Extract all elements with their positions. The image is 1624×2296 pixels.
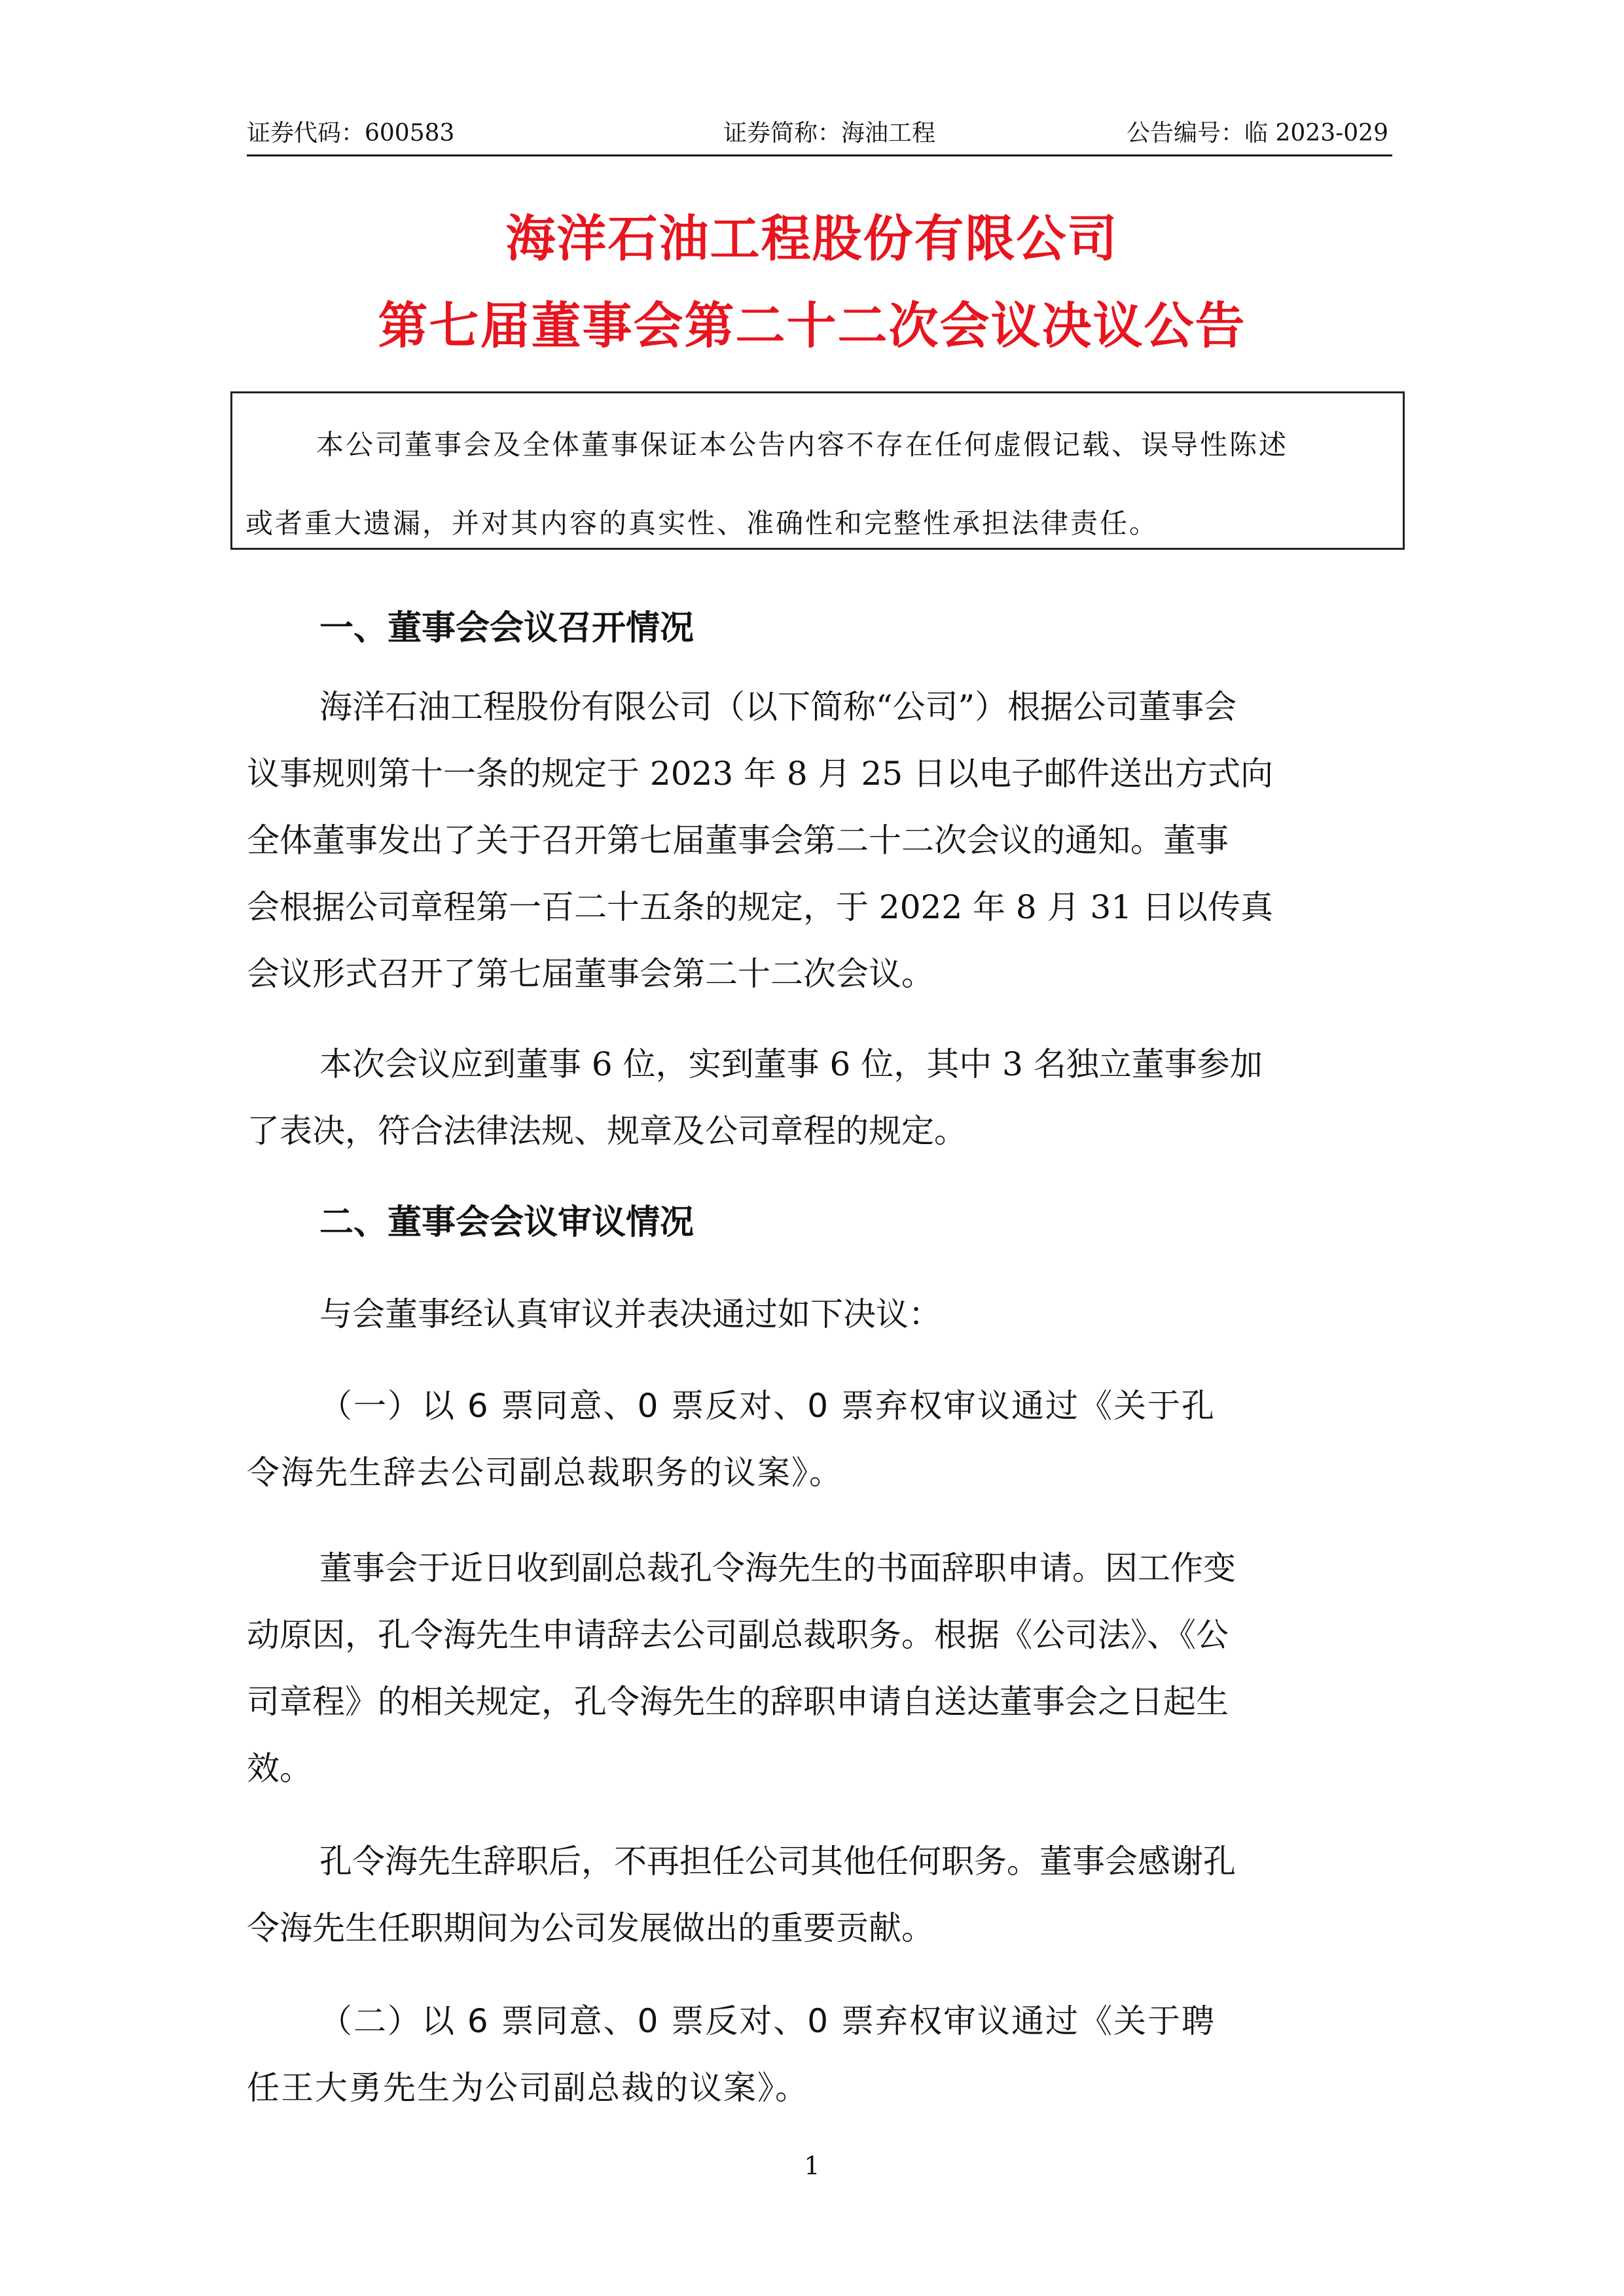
resolution-1-title: （一）以 6 票同意、0 票反对、0 票弃权审议通过《关于孔 (319, 1387, 1216, 1425)
paragraph-line: 与会董事经认真审议并表决通过如下决议： (319, 1295, 941, 1333)
disclaimer-line-1: 本公司董事会及全体董事保证本公告内容不存在任何虚假记载、误导性陈述 (316, 429, 1289, 461)
notice-number: 公告编号：临 2023-029 (1127, 120, 1388, 147)
paragraph-line: 了表决，符合法律法规、规章及公司章程的规定。 (247, 1112, 967, 1150)
resolution-1-title: 令海先生辞去公司副总裁职务的议案》。 (247, 1454, 843, 1492)
paragraph-line: 海洋石油工程股份有限公司（以下简称“公司”）根据公司董事会 (319, 688, 1237, 726)
paragraph-line: 效。 (247, 1749, 312, 1787)
page-number: 1 (804, 2151, 820, 2180)
stock-code: 证券代码：600583 (247, 120, 455, 147)
disclaimer-line-2: 或者重大遗漏，并对其内容的真实性、准确性和完整性承担法律责任。 (245, 507, 1159, 539)
paragraph-line: 议事规则第十一条的规定于 2023 年 8 月 25 日以电子邮件送出方式向 (247, 755, 1274, 793)
paragraph-line: 本次会议应到董事 6 位，实到董事 6 位，其中 3 名独立董事参加 (319, 1045, 1263, 1083)
stock-abbreviation: 证券简称：海油工程 (723, 120, 936, 147)
paragraph-line: 会议形式召开了第七届董事会第二十二次会议。 (247, 955, 934, 993)
resolution-2-title: 任王大勇先生为公司副总裁的议案》。 (247, 2069, 809, 2107)
resolution-2-title: （二）以 6 票同意、0 票反对、0 票弃权审议通过《关于聘 (319, 2002, 1216, 2040)
company-title: 海洋石油工程股份有限公司 (505, 209, 1119, 268)
paragraph-line: 孔令海先生辞职后，不再担任公司其他任何职务。董事会感谢孔 (319, 1842, 1236, 1880)
paragraph-line: 董事会于近日收到副总裁孔令海先生的书面辞职申请。因工作变 (319, 1549, 1236, 1587)
announcement-title: 第七届董事会第二十二次会议决议公告 (378, 296, 1246, 355)
section-2-heading: 二、董事会会议审议情况 (319, 1203, 695, 1242)
paragraph-line: 全体董事发出了关于召开第七届董事会第二十二次会议的通知。董事 (247, 821, 1229, 859)
paragraph-line: 会根据公司章程第一百二十五条的规定，于 2022 年 8 月 31 日以传真 (247, 888, 1274, 926)
section-1-heading: 一、董事会会议召开情况 (319, 609, 695, 648)
page-header (247, 113, 1392, 156)
paragraph-line: 司章程》的相关规定，孔令海先生的辞职申请自送达董事会之日起生 (247, 1683, 1229, 1721)
paragraph-line: 动原因，孔令海先生申请辞去公司副总裁职务。根据《公司法》、《公 (247, 1616, 1229, 1654)
paragraph-line: 令海先生任职期间为公司发展做出的重要贡献。 (247, 1909, 934, 1947)
